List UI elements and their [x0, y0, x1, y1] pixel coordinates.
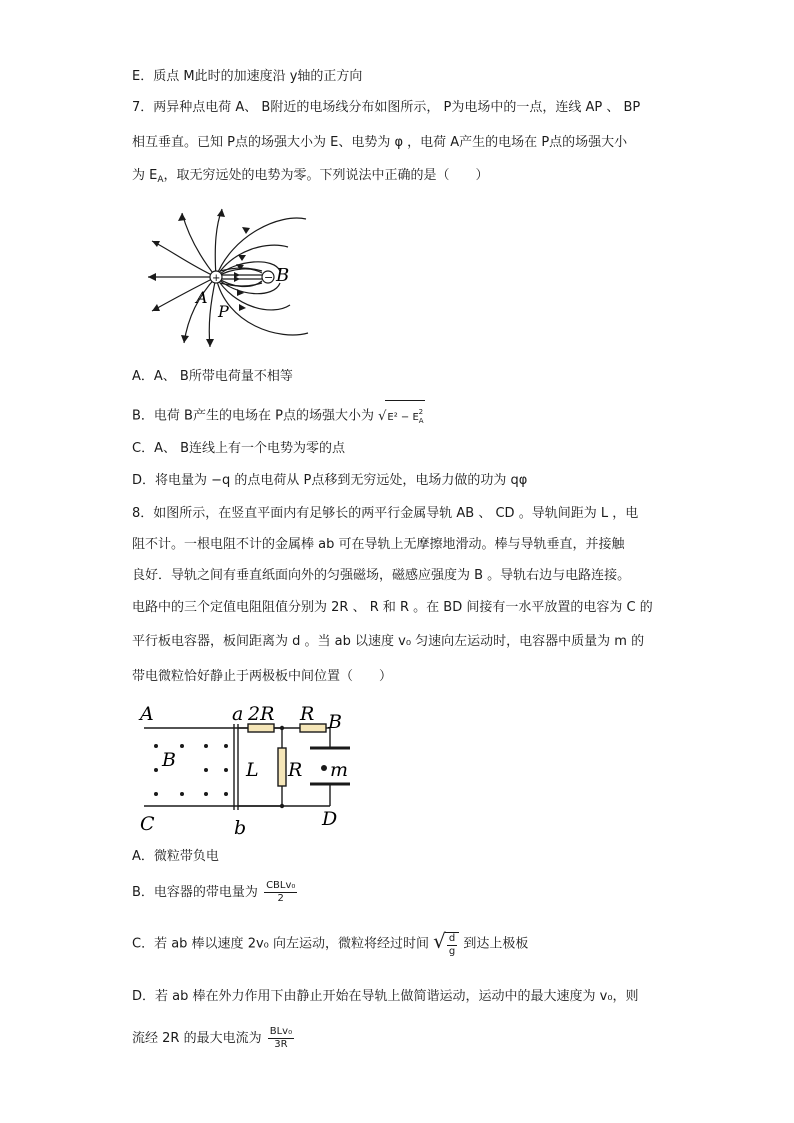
q8-option-a: A．微粒带负电	[132, 849, 219, 864]
label-rail-c: C	[140, 813, 155, 835]
q8-stem-line1: 8．如图所示，在竖直平面内有足够长的两平行金属导轨 AB 、 CD 。导轨间距为 L ，电	[132, 506, 639, 521]
label-d: D	[322, 808, 338, 830]
label-rod-b: b	[234, 817, 247, 838]
charge-b-sign: −	[264, 271, 274, 284]
q7-option-d: D．将电量为 −q 的点电荷从 P点移到无穷远处，电场力做的功为 qφ	[132, 473, 528, 488]
sqrt-expression: $√E^2 - E_A^2$	[378, 400, 425, 432]
label-r-top: R	[300, 703, 315, 725]
q8-stem-line2: 阻不计。一根电阻不计的金属棒 ab 可在导轨上无摩擦地滑动。棒与导轨垂直，并接触	[132, 537, 625, 552]
q7-option-c: C．A、 B连线上有一个电势为零的点	[132, 441, 346, 456]
q7-option-a: A．A、 B所带电荷量不相等	[132, 369, 293, 384]
q8-option-b: B．电容器的带电量为 $\frac{\text{CBLv₀}}{2}$	[132, 880, 296, 904]
fraction-charge: $\frac{\text{CBLv₀}}{2}$	[266, 880, 296, 904]
label-l: L	[246, 759, 259, 781]
q7-option-b: B．电荷 B产生的电场在 P点的场强大小为 $√E^2 - E_A^2$	[132, 400, 425, 432]
q8-stem-line3: 良好．导轨之间有垂直纸面向外的匀强磁场，磁感应强度为 B 。导轨右边与电路连接。	[132, 568, 631, 583]
q8-option-d-line2: 流经 2R 的最大电流为 $\frac{\text{BLv₀}}{3R}$	[132, 1026, 293, 1050]
label-b: B	[276, 265, 290, 286]
label-r-mid: R	[288, 759, 303, 781]
fraction-current: $\frac{\text{BLv₀}}{3R}$	[269, 1026, 293, 1050]
label-rail-a: A	[140, 703, 154, 725]
field-lines-figure	[140, 205, 320, 355]
label-p: P	[218, 302, 229, 321]
label-m: m	[330, 759, 349, 781]
q6-option-e: E．质点 M此时的加速度沿 y轴的正方向	[132, 69, 363, 84]
label-b-top: B	[328, 711, 342, 733]
q8-option-c: C．若 ab 棒以速度 2v₀ 向左运动，微粒将经过时间 √ $\frac{d}{g}$ 到达上极板	[132, 929, 529, 957]
q8-stem-line6: 带电微粒恰好静止于两极板中间位置（ ）	[132, 669, 393, 684]
circuit-figure	[136, 700, 366, 838]
sqrt-time: √ $\frac{d}{g}$	[433, 930, 459, 958]
q7-stem-line1: 7．两异种点电荷 A、 B附近的电场线分布如图所示， P为电场中的一点，连线 AP 、 BP	[132, 100, 641, 115]
label-a: A	[196, 288, 208, 307]
q8-stem-line4: 电路中的三个定值电阻阻值分别为 2R 、 R 和 R 。在 BD 间接有一水平放置的电容为 C 的	[132, 600, 653, 615]
q8-stem-line5: 平行板电容器，板间距离为 d 。当 ab 以速度 v₀ 匀速向左运动时，电容器中质量为 m 的	[132, 634, 645, 649]
label-2r: 2R	[248, 703, 275, 725]
label-b-field: B	[162, 749, 176, 771]
particle-m	[321, 765, 327, 771]
q8-option-d-line1: D．若 ab 棒在外力作用下由静止开始在导轨上做简谐运动，运动中的最大速度为 v₀，则	[132, 989, 639, 1004]
q7-stem-line3: 为 $E_A$，取无穷远处的电势为零。下列说法中正确的是（ ）	[132, 168, 489, 185]
label-rod-a: a	[232, 703, 244, 725]
charge-a-sign: +	[212, 273, 221, 284]
q7-stem-line2: 相互垂直。已知 P点的场强大小为 E、电势为 φ ，电荷 A产生的电场在 P点的场强大小	[132, 135, 628, 150]
